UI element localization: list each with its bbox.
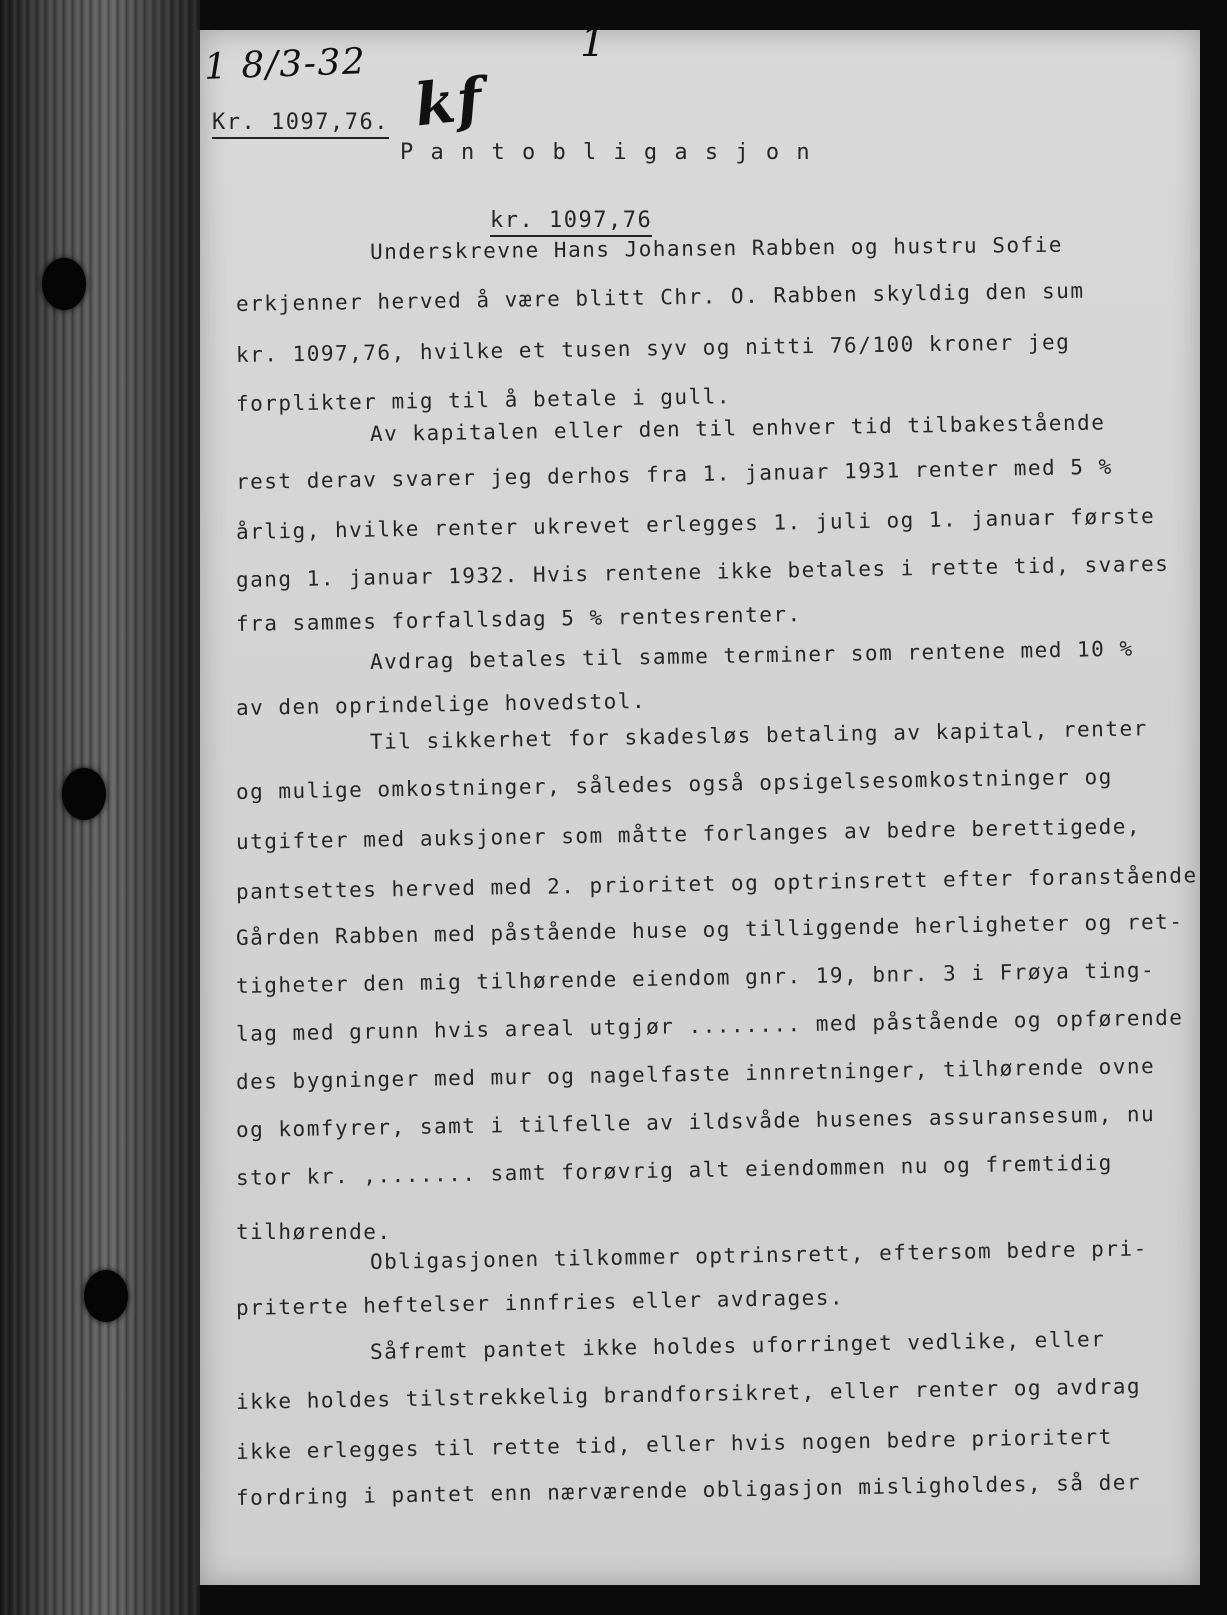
punch-hole [42, 258, 86, 310]
handwritten-initials: kf [411, 64, 487, 140]
text-line: rest derav svarer jeg derhos fra 1. januar 1931 renter med 5 % [235, 454, 1113, 494]
text-line: og komfyrer, samt i tilfelle av ildsvåde husenes assuransesum, nu [235, 1101, 1156, 1142]
amount-top: Kr. 1097,76. [212, 110, 389, 139]
amount-center: kr. 1097,76 [490, 208, 652, 237]
punch-hole [62, 768, 106, 820]
text-line: kr. 1097,76, hvilke et tusen syv og nitti 76/100 kroner jeg [235, 329, 1071, 367]
document-title: P a n t o b l i g a s j o n [400, 140, 812, 165]
text-line: gang 1. januar 1932. Hvis rentene ikke betales i rette tid, svares [235, 551, 1170, 592]
handwritten-date: 1 8/3-32 [203, 41, 367, 88]
document-page [196, 20, 1200, 1585]
text-line: Avdrag betales til samme terminer som rentene med 10 % [369, 636, 1134, 674]
text-line: og mulige omkostninger, således også opsigelsesomkostninger og [235, 764, 1113, 804]
text-line: Underskrevne Hans Johansen Rabben og hustru Sofie [369, 232, 1064, 264]
text-line: tigheter den mig tilhørende eiendom gnr. 19, bnr. 3 i Frøya ting- [235, 957, 1156, 998]
text-line: årlig, hvilke renter ukrevet erlegges 1. juli og 1. januar første [235, 503, 1156, 544]
text-line: utgifter med auksjoner som måtte forlanges av bedre berettigede, [235, 814, 1142, 854]
punch-hole [84, 1270, 128, 1322]
text-line: ikke holdes tilstrekkelig brandforsikret, eller renter og avdrag [235, 1374, 1142, 1414]
text-line: erkjenner herved å være blitt Chr. O. Rabben skyldig den sum [235, 278, 1085, 316]
text-line: av den oprindelige hovedstol. [235, 688, 647, 720]
text-line: fra sammes forfallsdag 5 % rentesrenter. [235, 602, 802, 636]
text-line: Obligasjonen tilkommer optrinsrett, eftersom bedre pri- [369, 1236, 1148, 1274]
text-line: Såfremt pantet ikke holdes uforringet vedlike, eller [369, 1327, 1106, 1364]
text-line: lag med grunn hvis areal utgjør ........ med påstående og opførende [235, 1005, 1184, 1046]
text-line: Av kapitalen eller den til enhver tid tilbakestående [369, 410, 1106, 446]
text-line: des bygninger med mur og nagelfaste innretninger, tilhørende ovne [235, 1053, 1156, 1094]
text-line: pantsettes herved med 2. prioritet og optrinsrett efter foranstående [235, 863, 1198, 904]
text-line: forplikter mig til å betale i gull. [235, 384, 732, 416]
handwritten-page-number: 1 [580, 20, 607, 66]
text-line: ikke erlegges til rette tid, eller hvis nogen bedre prioritert [235, 1424, 1113, 1464]
text-line: tilhørende. [236, 1220, 392, 1244]
text-line: priterte heftelser innfries eller avdrages. [235, 1285, 845, 1320]
text-line: Gården Rabben med påstående huse og tilliggende herligheter og ret- [235, 909, 1184, 950]
text-line: stor kr. ,....... samt forøvrig alt eiendommen nu og fremtidig [235, 1150, 1113, 1190]
text-line: Til sikkerhet for skadesløs betaling av kapital, renter [369, 716, 1148, 754]
text-line: fordring i pantet enn nærværende obligasjon misligholdes, så der [235, 1470, 1142, 1510]
